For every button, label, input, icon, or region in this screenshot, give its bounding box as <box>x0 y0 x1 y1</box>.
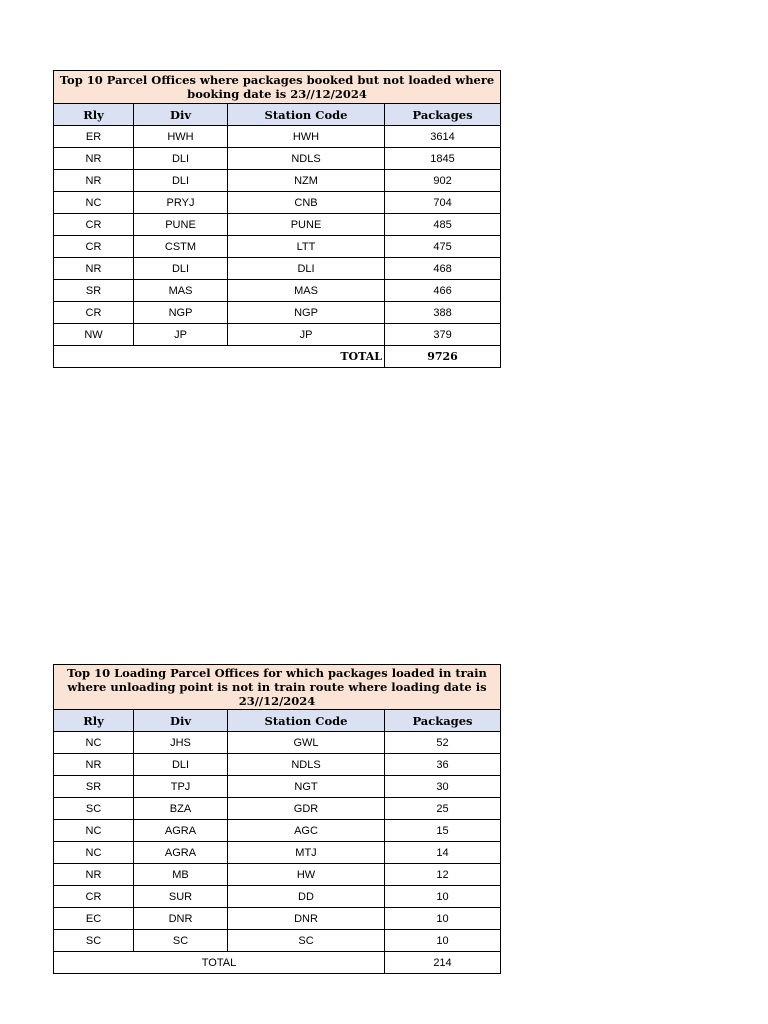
cell-station-code: NDLS <box>228 148 385 170</box>
total-value: 214 <box>385 952 501 974</box>
cell-div: DLI <box>134 258 228 280</box>
cell-packages: 704 <box>385 192 501 214</box>
cell-div: MAS <box>134 280 228 302</box>
table-row <box>54 324 501 346</box>
cell-packages: 466 <box>385 280 501 302</box>
table-row <box>54 842 501 864</box>
table-row <box>54 302 501 324</box>
cell-packages: 485 <box>385 214 501 236</box>
cell-station-code: NDLS <box>228 754 385 776</box>
cell-packages: 10 <box>385 908 501 930</box>
column-header-rly: Rly <box>54 710 134 732</box>
cell-div: PRYJ <box>134 192 228 214</box>
cell-div: JP <box>134 324 228 346</box>
cell-div: AGRA <box>134 842 228 864</box>
header-row <box>54 104 501 126</box>
cell-station-code: NGT <box>228 776 385 798</box>
cell-rly: NW <box>54 324 134 346</box>
cell-rly: CR <box>54 302 134 324</box>
cell-station-code: HWH <box>228 126 385 148</box>
cell-div: SC <box>134 930 228 952</box>
total-row <box>54 346 501 368</box>
cell-rly: CR <box>54 236 134 258</box>
column-header-packages: Packages <box>385 710 501 732</box>
cell-rly: NR <box>54 864 134 886</box>
cell-rly: NR <box>54 258 134 280</box>
cell-packages: 379 <box>385 324 501 346</box>
table-row <box>54 754 501 776</box>
cell-station-code: CNB <box>228 192 385 214</box>
cell-rly: SR <box>54 280 134 302</box>
cell-packages: 14 <box>385 842 501 864</box>
table-row <box>54 732 501 754</box>
column-header-packages: Packages <box>385 104 501 126</box>
cell-station-code: GDR <box>228 798 385 820</box>
cell-packages: 15 <box>385 820 501 842</box>
cell-rly: SC <box>54 930 134 952</box>
cell-packages: 25 <box>385 798 501 820</box>
cell-rly: ER <box>54 126 134 148</box>
cell-rly: NC <box>54 820 134 842</box>
cell-div: PUNE <box>134 214 228 236</box>
table-row <box>54 776 501 798</box>
cell-div: JHS <box>134 732 228 754</box>
table-title: Top 10 Loading Parcel Offices for which packages loaded in train where unloading point is not in train route where loading date is 23//12/2024 <box>54 665 501 710</box>
cell-packages: 388 <box>385 302 501 324</box>
column-header-station-code: Station Code <box>228 710 385 732</box>
table-row <box>54 930 501 952</box>
column-header-station-code: Station Code <box>228 104 385 126</box>
table-row <box>54 126 501 148</box>
cell-rly: CR <box>54 214 134 236</box>
cell-station-code: DLI <box>228 258 385 280</box>
table-row <box>54 280 501 302</box>
cell-div: DLI <box>134 754 228 776</box>
table-row <box>54 908 501 930</box>
cell-div: MB <box>134 864 228 886</box>
cell-station-code: MTJ <box>228 842 385 864</box>
table-row <box>54 170 501 192</box>
cell-div: TPJ <box>134 776 228 798</box>
cell-packages: 12 <box>385 864 501 886</box>
cell-rly: NC <box>54 842 134 864</box>
cell-packages: 36 <box>385 754 501 776</box>
table-row <box>54 798 501 820</box>
booked-not-loaded-table <box>53 70 501 368</box>
cell-rly: SR <box>54 776 134 798</box>
cell-rly: NR <box>54 170 134 192</box>
table-row <box>54 236 501 258</box>
cell-station-code: HW <box>228 864 385 886</box>
header-row <box>54 710 501 732</box>
table-row <box>54 192 501 214</box>
cell-station-code: GWL <box>228 732 385 754</box>
cell-packages: 475 <box>385 236 501 258</box>
cell-station-code: DNR <box>228 908 385 930</box>
cell-station-code: NZM <box>228 170 385 192</box>
cell-rly: NC <box>54 732 134 754</box>
cell-rly: NR <box>54 148 134 170</box>
cell-rly: EC <box>54 908 134 930</box>
column-header-div: Div <box>134 104 228 126</box>
table-row <box>54 820 501 842</box>
column-header-rly: Rly <box>54 104 134 126</box>
cell-packages: 1845 <box>385 148 501 170</box>
cell-station-code: NGP <box>228 302 385 324</box>
total-row <box>54 952 501 974</box>
cell-div: CSTM <box>134 236 228 258</box>
table-row <box>54 148 501 170</box>
cell-packages: 52 <box>385 732 501 754</box>
cell-rly: SC <box>54 798 134 820</box>
cell-div: DLI <box>134 148 228 170</box>
total-label: TOTAL <box>54 346 385 368</box>
cell-station-code: LTT <box>228 236 385 258</box>
cell-packages: 30 <box>385 776 501 798</box>
column-header-div: Div <box>134 710 228 732</box>
cell-station-code: DD <box>228 886 385 908</box>
table-row <box>54 214 501 236</box>
loaded-off-route-table <box>53 664 501 974</box>
cell-packages: 10 <box>385 886 501 908</box>
table-title: Top 10 Parcel Offices where packages booked but not loaded where booking date is 23//12/2024 <box>54 71 501 104</box>
cell-div: SUR <box>134 886 228 908</box>
cell-div: BZA <box>134 798 228 820</box>
total-label: TOTAL <box>54 952 385 974</box>
cell-div: HWH <box>134 126 228 148</box>
total-value: 9726 <box>385 346 501 368</box>
cell-div: NGP <box>134 302 228 324</box>
cell-rly: NC <box>54 192 134 214</box>
cell-packages: 10 <box>385 930 501 952</box>
cell-div: DNR <box>134 908 228 930</box>
cell-station-code: MAS <box>228 280 385 302</box>
cell-div: DLI <box>134 170 228 192</box>
cell-packages: 3614 <box>385 126 501 148</box>
table-row <box>54 886 501 908</box>
cell-station-code: JP <box>228 324 385 346</box>
table-row <box>54 864 501 886</box>
cell-rly: NR <box>54 754 134 776</box>
cell-div: AGRA <box>134 820 228 842</box>
cell-station-code: AGC <box>228 820 385 842</box>
table-row <box>54 258 501 280</box>
cell-packages: 468 <box>385 258 501 280</box>
cell-station-code: SC <box>228 930 385 952</box>
cell-rly: CR <box>54 886 134 908</box>
cell-packages: 902 <box>385 170 501 192</box>
cell-station-code: PUNE <box>228 214 385 236</box>
